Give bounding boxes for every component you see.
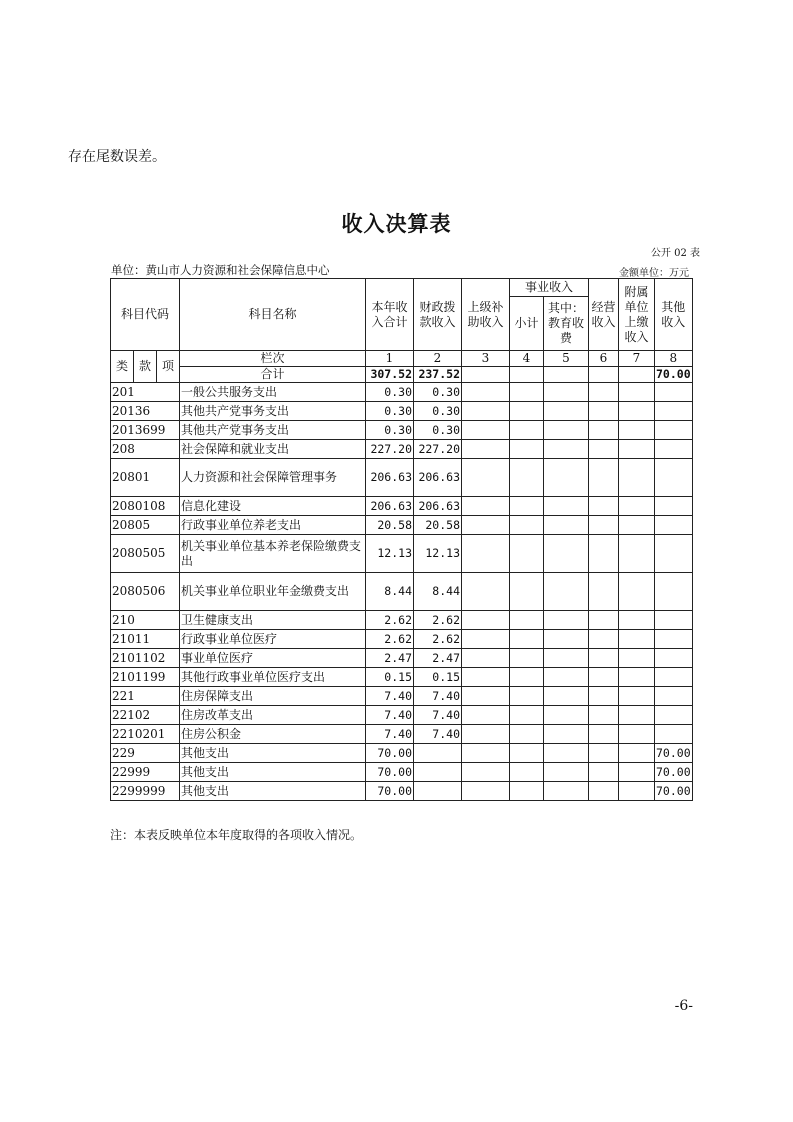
row-code: 2013699	[111, 421, 180, 440]
col-number: 1	[366, 351, 414, 367]
row-fiscal: 2.47	[414, 649, 462, 668]
page-number: -6-	[674, 998, 693, 1014]
table-row	[111, 763, 693, 782]
col-number: 2	[414, 351, 462, 367]
row-empty-cell	[589, 744, 619, 763]
page-title: 收入决算表	[341, 212, 452, 236]
row-fiscal: 227.20	[414, 440, 462, 459]
row-empty-cell	[462, 725, 510, 744]
header-total: 本年收入合计	[366, 279, 414, 351]
row-empty-cell	[589, 763, 619, 782]
row-empty-cell	[510, 535, 544, 573]
row-empty-cell	[589, 611, 619, 630]
row-empty-cell	[462, 573, 510, 611]
row-total: 8.44	[366, 573, 414, 611]
row-empty-cell	[619, 649, 655, 668]
row-empty-cell	[462, 668, 510, 687]
header-xiang: 项	[157, 351, 180, 383]
row-total: 7.40	[366, 725, 414, 744]
table-row	[111, 668, 693, 687]
row-empty-cell	[510, 630, 544, 649]
row-fiscal: 0.15	[414, 668, 462, 687]
row-other	[655, 630, 693, 649]
row-total: 2.62	[366, 630, 414, 649]
row-empty-cell	[510, 383, 544, 402]
row-empty-cell	[462, 516, 510, 535]
row-empty-cell	[510, 573, 544, 611]
header-lei: 类	[111, 351, 134, 383]
row-name: 住房改革支出	[180, 706, 366, 725]
row-empty-cell	[544, 573, 589, 611]
header-edu-fee: 其中：教育收费	[544, 297, 589, 351]
row-empty-cell	[462, 421, 510, 440]
row-empty-cell	[462, 649, 510, 668]
row-name: 其他共产党事务支出	[180, 402, 366, 421]
row-code: 2101199	[111, 668, 180, 687]
row-empty-cell	[462, 630, 510, 649]
row-empty-cell	[619, 402, 655, 421]
row-name: 其他支出	[180, 782, 366, 801]
row-total: 0.30	[366, 402, 414, 421]
row-fiscal: 7.40	[414, 706, 462, 725]
row-code: 22999	[111, 763, 180, 782]
row-empty-cell	[619, 573, 655, 611]
row-other	[655, 535, 693, 573]
row-name: 事业单位医疗	[180, 649, 366, 668]
row-name: 行政事业单位医疗	[180, 630, 366, 649]
row-fiscal: 7.40	[414, 725, 462, 744]
row-empty-cell	[619, 497, 655, 516]
row-empty-cell	[510, 516, 544, 535]
income-table	[110, 278, 693, 801]
col-number: 7	[619, 351, 655, 367]
row-code: 20805	[111, 516, 180, 535]
row-other	[655, 497, 693, 516]
row-empty-cell	[589, 706, 619, 725]
table-row	[111, 440, 693, 459]
row-empty-cell	[619, 383, 655, 402]
table-row	[111, 383, 693, 402]
row-empty-cell	[619, 611, 655, 630]
row-empty-cell	[510, 497, 544, 516]
row-empty-cell	[544, 706, 589, 725]
row-name: 社会保障和就业支出	[180, 440, 366, 459]
row-name: 其他支出	[180, 744, 366, 763]
row-empty-cell	[462, 744, 510, 763]
row-total: 0.15	[366, 668, 414, 687]
row-empty-cell	[544, 421, 589, 440]
row-name: 信息化建设	[180, 497, 366, 516]
col-number: 8	[655, 351, 693, 367]
row-code: 22102	[111, 706, 180, 725]
row-name: 其他共产党事务支出	[180, 421, 366, 440]
row-code: 20801	[111, 459, 180, 497]
row-empty-cell	[510, 763, 544, 782]
row-empty-cell	[619, 630, 655, 649]
row-total: 70.00	[366, 763, 414, 782]
row-empty-cell	[544, 516, 589, 535]
row-empty-cell	[589, 687, 619, 706]
row-empty-cell	[589, 725, 619, 744]
row-empty-cell	[510, 706, 544, 725]
row-name: 行政事业单位养老支出	[180, 516, 366, 535]
header-subtotal: 小计	[510, 297, 544, 351]
header-superior: 上级补助收入	[462, 279, 510, 351]
row-code: 221	[111, 687, 180, 706]
row-total: 206.63	[366, 497, 414, 516]
row-empty-cell	[544, 402, 589, 421]
table-row	[111, 744, 693, 763]
table-row	[111, 516, 693, 535]
row-other	[655, 706, 693, 725]
row-empty-cell	[544, 782, 589, 801]
row-total: 7.40	[366, 706, 414, 725]
header-affiliated: 附属单位上缴收入	[619, 279, 655, 351]
unit-label: 单位：黄山市人力资源和社会保障信息中心	[111, 263, 330, 277]
row-fiscal	[414, 763, 462, 782]
row-empty-cell	[462, 535, 510, 573]
row-empty-cell	[510, 421, 544, 440]
row-empty-cell	[544, 763, 589, 782]
row-empty-cell	[589, 782, 619, 801]
header-kuan: 款	[134, 351, 157, 383]
row-empty-cell	[589, 630, 619, 649]
row-total: 20.58	[366, 516, 414, 535]
row-empty-cell	[589, 497, 619, 516]
row-fiscal: 2.62	[414, 630, 462, 649]
row-name: 机关事业单位职业年金缴费支出	[180, 573, 366, 611]
row-other	[655, 573, 693, 611]
row-name: 住房保障支出	[180, 687, 366, 706]
row-other	[655, 668, 693, 687]
row-empty-cell	[589, 516, 619, 535]
row-empty-cell	[510, 649, 544, 668]
row-empty-cell	[619, 516, 655, 535]
header-lanci: 栏次	[180, 351, 366, 367]
row-other	[655, 516, 693, 535]
row-code: 2080108	[111, 497, 180, 516]
row-empty-cell	[510, 744, 544, 763]
header-career-group: 事业收入	[510, 279, 589, 297]
row-empty-cell	[462, 459, 510, 497]
row-code: 20136	[111, 402, 180, 421]
row-fiscal: 2.62	[414, 611, 462, 630]
row-empty-cell	[544, 459, 589, 497]
row-empty-cell	[462, 440, 510, 459]
row-empty-cell	[510, 687, 544, 706]
row-empty-cell	[589, 402, 619, 421]
row-empty-cell	[462, 687, 510, 706]
row-empty-cell	[544, 440, 589, 459]
header-other: 其他收入	[655, 279, 693, 351]
table-row	[111, 573, 693, 611]
row-empty-cell	[510, 459, 544, 497]
row-total: 227.20	[366, 440, 414, 459]
row-code: 2299999	[111, 782, 180, 801]
row-empty-cell	[589, 668, 619, 687]
row-empty-cell	[589, 459, 619, 497]
row-other	[655, 421, 693, 440]
row-name: 其他行政事业单位医疗支出	[180, 668, 366, 687]
header-name: 科目名称	[180, 279, 366, 351]
table-row	[111, 402, 693, 421]
row-other: 70.00	[655, 763, 693, 782]
row-other	[655, 459, 693, 497]
row-other	[655, 402, 693, 421]
row-empty-cell	[619, 459, 655, 497]
col-number: 5	[544, 351, 589, 367]
row-total: 70.00	[366, 782, 414, 801]
row-empty-cell	[462, 497, 510, 516]
row-empty-cell	[544, 668, 589, 687]
row-empty-cell	[589, 649, 619, 668]
row-empty-cell	[589, 421, 619, 440]
header-operating: 经营收入	[589, 279, 619, 351]
col-number: 4	[510, 351, 544, 367]
table-row	[111, 497, 693, 516]
form-number: 公开 02 表	[650, 248, 700, 259]
row-other	[655, 725, 693, 744]
row-code: 2080506	[111, 573, 180, 611]
footnote: 注：本表反映单位本年度取得的各项收入情况。	[110, 828, 363, 842]
row-empty-cell	[544, 535, 589, 573]
row-empty-cell	[462, 706, 510, 725]
row-empty-cell	[619, 535, 655, 573]
table-row	[111, 421, 693, 440]
col-number: 6	[589, 351, 619, 367]
row-empty-cell	[462, 402, 510, 421]
row-other	[655, 649, 693, 668]
table-row	[111, 611, 693, 630]
table-row	[111, 782, 693, 801]
row-empty-cell	[619, 782, 655, 801]
col-number: 3	[462, 351, 510, 367]
row-code: 2101102	[111, 649, 180, 668]
row-name: 一般公共服务支出	[180, 383, 366, 402]
table-row	[111, 459, 693, 497]
row-empty-cell	[619, 687, 655, 706]
row-empty-cell	[462, 383, 510, 402]
row-empty-cell	[462, 782, 510, 801]
row-code: 2080505	[111, 535, 180, 573]
row-fiscal: 8.44	[414, 573, 462, 611]
row-other: 70.00	[655, 744, 693, 763]
row-empty-cell	[510, 782, 544, 801]
row-empty-cell	[619, 763, 655, 782]
row-empty-cell	[510, 440, 544, 459]
row-name: 人力资源和社会保障管理事务	[180, 459, 366, 497]
total-row-label: 合计	[180, 367, 366, 383]
table-row	[111, 687, 693, 706]
row-empty-cell	[544, 383, 589, 402]
row-empty-cell	[462, 611, 510, 630]
row-empty-cell	[510, 402, 544, 421]
row-empty-cell	[589, 535, 619, 573]
money-unit-label: 金额单位：万元	[619, 268, 689, 279]
row-empty-cell	[462, 763, 510, 782]
table-row	[111, 725, 693, 744]
row-total: 70.00	[366, 744, 414, 763]
row-empty-cell	[619, 706, 655, 725]
row-empty-cell	[619, 744, 655, 763]
row-total: 7.40	[366, 687, 414, 706]
row-fiscal: 206.63	[414, 497, 462, 516]
row-name: 其他支出	[180, 763, 366, 782]
table-row	[111, 630, 693, 649]
row-code: 210	[111, 611, 180, 630]
row-empty-cell	[619, 421, 655, 440]
row-empty-cell	[510, 611, 544, 630]
top-note: 存在尾数误差。	[68, 149, 166, 165]
row-total: 2.47	[366, 649, 414, 668]
row-other	[655, 687, 693, 706]
row-code: 21011	[111, 630, 180, 649]
row-fiscal: 0.30	[414, 421, 462, 440]
row-other	[655, 440, 693, 459]
row-fiscal: 20.58	[414, 516, 462, 535]
row-total: 206.63	[366, 459, 414, 497]
row-fiscal: 12.13	[414, 535, 462, 573]
row-empty-cell	[619, 440, 655, 459]
row-other: 70.00	[655, 782, 693, 801]
row-empty-cell	[544, 744, 589, 763]
total-row-other: 70.00	[656, 367, 691, 381]
row-code: 2210201	[111, 725, 180, 744]
row-name: 卫生健康支出	[180, 611, 366, 630]
row-empty-cell	[589, 573, 619, 611]
row-fiscal	[414, 744, 462, 763]
row-fiscal: 206.63	[414, 459, 462, 497]
row-other	[655, 611, 693, 630]
header-fiscal: 财政拨款收入	[414, 279, 462, 351]
total-row-total: 307.52	[366, 367, 414, 383]
row-code: 201	[111, 383, 180, 402]
row-empty-cell	[544, 687, 589, 706]
row-empty-cell	[544, 630, 589, 649]
row-empty-cell	[544, 497, 589, 516]
table-row	[111, 649, 693, 668]
row-other	[655, 383, 693, 402]
row-empty-cell	[619, 668, 655, 687]
row-fiscal: 0.30	[414, 383, 462, 402]
row-total: 0.30	[366, 383, 414, 402]
row-total: 12.13	[366, 535, 414, 573]
row-empty-cell	[510, 725, 544, 744]
row-empty-cell	[510, 668, 544, 687]
row-fiscal	[414, 782, 462, 801]
header-code: 科目代码	[111, 279, 180, 351]
row-code: 229	[111, 744, 180, 763]
row-name: 住房公积金	[180, 725, 366, 744]
row-name: 机关事业单位基本养老保险缴费支出	[180, 535, 366, 573]
total-row-fiscal: 237.52	[414, 367, 462, 383]
row-empty-cell	[544, 725, 589, 744]
row-code: 208	[111, 440, 180, 459]
row-total: 2.62	[366, 611, 414, 630]
row-fiscal: 0.30	[414, 402, 462, 421]
row-empty-cell	[589, 383, 619, 402]
table-row	[111, 706, 693, 725]
row-fiscal: 7.40	[414, 687, 462, 706]
row-empty-cell	[544, 649, 589, 668]
row-empty-cell	[589, 440, 619, 459]
row-empty-cell	[619, 725, 655, 744]
table-row	[111, 535, 693, 573]
row-empty-cell	[544, 611, 589, 630]
row-total: 0.30	[366, 421, 414, 440]
